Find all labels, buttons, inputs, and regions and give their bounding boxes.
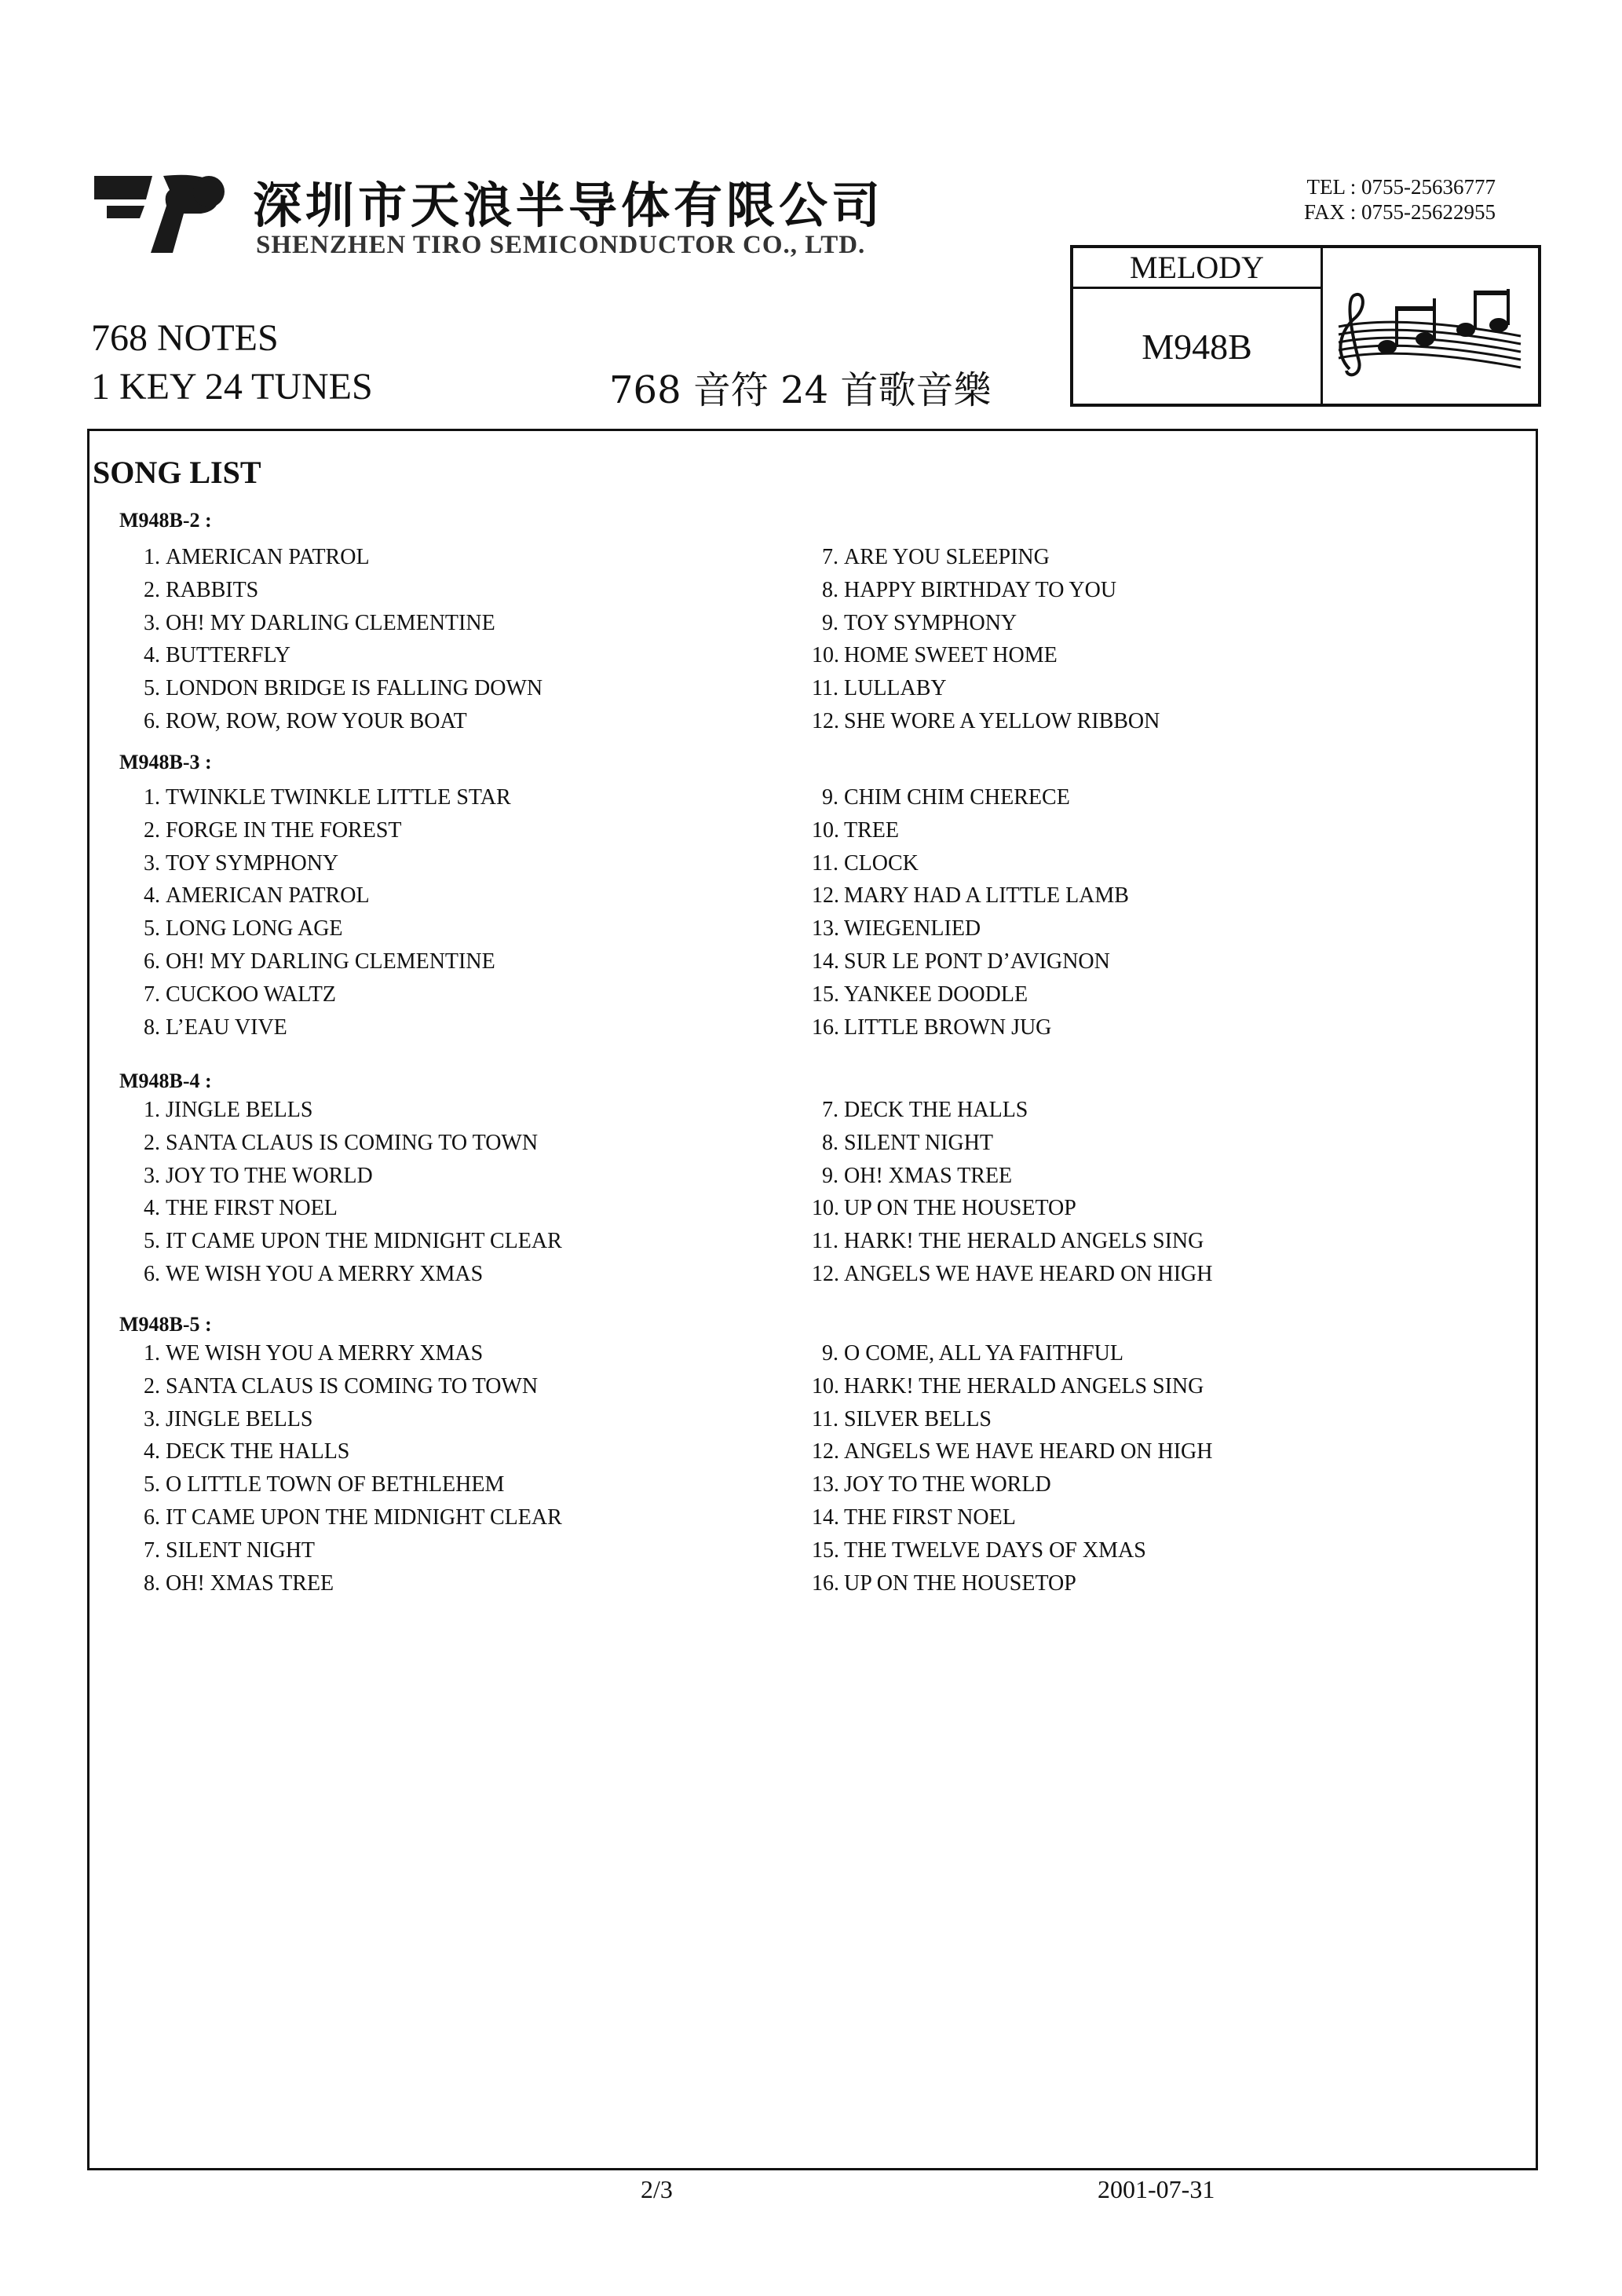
product-category: MELODY — [1073, 248, 1321, 289]
song-number: 3. — [144, 610, 160, 635]
song-title: ANGELS WE HAVE HEARD ON HIGH — [844, 1262, 1213, 1286]
song-number: 15. — [812, 1537, 839, 1563]
song-title: HAPPY BIRTHDAY TO YOU — [844, 577, 1117, 602]
song-title: CHIM CHIM CHERECE — [844, 785, 1070, 810]
song-title: SANTA CLAUS IS COMING TO TOWN — [166, 1373, 539, 1398]
song-title: YANKEE DOODLE — [844, 982, 1028, 1007]
song-item — [133, 883, 370, 909]
product-box — [1070, 245, 1541, 407]
song-item — [812, 1196, 1076, 1221]
song-title: AMERICAN PATROL — [166, 545, 370, 569]
song-number: 9. — [822, 610, 838, 635]
song-item — [133, 1341, 483, 1366]
song-number: 8. — [822, 577, 838, 602]
song-title: BUTTERFLY — [166, 643, 290, 668]
song-item — [133, 785, 511, 810]
song-item — [133, 1131, 538, 1156]
song-item — [133, 545, 370, 570]
song-title: MARY HAD A LITTLE LAMB — [844, 883, 1129, 909]
song-number: 10. — [812, 1373, 839, 1398]
song-title: O COME, ALL YA FAITHFUL — [844, 1341, 1123, 1366]
song-title: TOY SYMPHONY — [166, 850, 339, 876]
song-item — [133, 1374, 538, 1399]
song-title: TOY SYMPHONY — [844, 610, 1017, 635]
song-item — [812, 818, 899, 843]
song-item — [812, 1341, 1123, 1366]
song-title: JINGLE BELLS — [166, 1406, 313, 1431]
song-item — [812, 982, 1028, 1007]
song-item — [133, 1229, 562, 1254]
song-item — [812, 643, 1058, 668]
song-title: TREE — [844, 817, 899, 843]
tel-line: TEL : 0755-25636777 — [1306, 175, 1496, 199]
song-title: ANGELS WE HAVE HEARD ON HIGH — [844, 1439, 1213, 1464]
song-number: 11. — [812, 850, 838, 876]
group-label: M948B-4 : — [119, 1069, 212, 1092]
company-name-cn: 深圳市天浪半导体有限公司 — [253, 177, 885, 234]
song-number: 3. — [144, 1163, 160, 1188]
song-number: 1. — [144, 1341, 160, 1366]
song-item — [812, 676, 947, 701]
song-number: 4. — [144, 883, 160, 909]
song-title: UP ON THE HOUSETOP — [844, 1570, 1076, 1596]
song-title: SHE WORE A YELLOW RIBBON — [844, 709, 1160, 733]
group-label: M948B-5 : — [119, 1313, 212, 1336]
song-number: 1. — [144, 1098, 160, 1122]
song-number: 3. — [144, 850, 160, 876]
song-number: 11. — [812, 1406, 838, 1431]
song-title: SUR LE PONT D’AVIGNON — [844, 949, 1110, 974]
song-title: DECK THE HALLS — [844, 1098, 1028, 1122]
music-notes-icon — [1332, 283, 1538, 385]
song-item — [133, 1571, 334, 1596]
song-item — [812, 851, 919, 876]
song-title: SILENT NIGHT — [166, 1537, 316, 1563]
song-item — [133, 1164, 373, 1189]
song-title: LITTLE BROWN JUG — [844, 1015, 1052, 1040]
song-number: 8. — [144, 1015, 160, 1040]
song-title: HARK! THE HERALD ANGELS SING — [844, 1373, 1204, 1398]
song-number: 9. — [822, 1163, 838, 1188]
song-item — [133, 818, 402, 843]
song-item — [133, 1015, 287, 1040]
company-name-en: SHENZHEN TIRO SEMICONDUCTOR CO., LTD. — [256, 231, 866, 259]
song-title: L’EAU VIVE — [166, 1015, 287, 1040]
song-number: 12. — [812, 1262, 839, 1286]
song-title: JINGLE BELLS — [166, 1098, 313, 1122]
song-number: 7. — [822, 545, 838, 569]
song-title: HARK! THE HERALD ANGELS SING — [844, 1229, 1204, 1254]
song-number: 5. — [144, 676, 160, 701]
song-item — [812, 1505, 1016, 1530]
song-title: CUCKOO WALTZ — [166, 982, 337, 1007]
tunes-line: 1 KEY 24 TUNES — [91, 366, 373, 408]
song-item — [812, 1407, 992, 1432]
song-title: JOY TO THE WORLD — [166, 1163, 373, 1188]
song-item — [133, 1098, 312, 1123]
song-list-heading: SONG LIST — [93, 455, 261, 490]
song-title: RABBITS — [166, 577, 259, 602]
song-number: 2. — [144, 817, 160, 843]
song-title: THE TWELVE DAYS OF XMAS — [844, 1537, 1146, 1563]
fax-line: FAX : 0755-25622955 — [1303, 200, 1496, 224]
song-item — [812, 611, 1017, 636]
song-item — [133, 611, 495, 636]
song-number: 14. — [812, 949, 839, 974]
song-title: THE FIRST NOEL — [844, 1505, 1016, 1530]
song-title: IT CAME UPON THE MIDNIGHT CLEAR — [166, 1505, 562, 1530]
group-label: M948B-2 : — [119, 509, 212, 532]
song-item — [812, 1164, 1012, 1189]
song-number: 16. — [812, 1015, 839, 1040]
song-item — [133, 851, 338, 876]
part-number: M948B — [1142, 327, 1252, 367]
company-logo — [91, 171, 229, 258]
song-item — [812, 1098, 1028, 1123]
song-item — [133, 676, 542, 701]
song-number: 2. — [144, 1130, 160, 1155]
song-number: 12. — [812, 1439, 839, 1464]
song-item — [812, 545, 1050, 570]
song-item — [133, 982, 336, 1007]
song-title: OH! XMAS TREE — [844, 1163, 1013, 1188]
song-title: CLOCK — [844, 850, 919, 876]
song-number: 7. — [144, 1537, 160, 1563]
song-title: OH! MY DARLING CLEMENTINE — [166, 949, 495, 974]
song-item — [812, 578, 1116, 603]
song-item — [812, 949, 1110, 974]
page-number: 2/3 — [641, 2175, 673, 2203]
song-item — [133, 1196, 338, 1221]
song-title: WE WISH YOU A MERRY XMAS — [166, 1262, 484, 1286]
song-title: ROW, ROW, ROW YOUR BOAT — [166, 709, 467, 733]
song-number: 13. — [812, 916, 839, 941]
song-title: OH! MY DARLING CLEMENTINE — [166, 610, 495, 635]
song-title: SANTA CLAUS IS COMING TO TOWN — [166, 1130, 539, 1155]
song-title: TWINKLE TWINKLE LITTLE STAR — [166, 785, 511, 810]
song-item — [133, 949, 495, 974]
song-number: 10. — [812, 1196, 839, 1221]
song-number: 6. — [144, 709, 160, 733]
song-title: LULLABY — [844, 676, 947, 701]
song-number: 14. — [812, 1505, 839, 1530]
song-number: 6. — [144, 1505, 160, 1530]
song-item — [812, 1229, 1204, 1254]
song-number: 16. — [812, 1570, 839, 1596]
song-item — [133, 578, 258, 603]
song-item — [812, 1131, 993, 1156]
song-item — [133, 709, 467, 734]
song-number: 13. — [812, 1472, 839, 1497]
song-number: 1. — [144, 785, 160, 810]
document-date: 2001-07-31 — [1098, 2175, 1215, 2203]
song-number: 9. — [822, 785, 838, 810]
song-item — [133, 1472, 504, 1497]
song-number: 11. — [812, 1229, 838, 1254]
song-item — [812, 1374, 1204, 1399]
song-number: 4. — [144, 1196, 160, 1221]
song-item — [812, 1538, 1146, 1563]
song-item — [812, 916, 981, 941]
song-number: 5. — [144, 1472, 160, 1497]
song-title: AMERICAN PATROL — [166, 883, 370, 909]
song-item — [133, 643, 290, 668]
song-item — [812, 1571, 1076, 1596]
song-title: LONDON BRIDGE IS FALLING DOWN — [166, 676, 543, 701]
song-item — [133, 1407, 312, 1432]
song-title: SILENT NIGHT — [844, 1130, 994, 1155]
song-number: 2. — [144, 577, 160, 602]
song-item — [812, 785, 1070, 810]
song-title: SILVER BELLS — [844, 1406, 992, 1431]
song-item — [133, 1439, 349, 1464]
song-item — [812, 1262, 1213, 1287]
song-number: 12. — [812, 709, 839, 733]
song-item — [133, 916, 343, 941]
product-title-cn: 768 音符 24 首歌音樂 — [609, 368, 992, 412]
song-number: 7. — [822, 1098, 838, 1122]
group-label: M948B-3 : — [119, 751, 212, 773]
song-number: 11. — [812, 676, 838, 701]
song-item — [812, 1015, 1051, 1040]
song-title: ARE YOU SLEEPING — [844, 545, 1050, 569]
notes-line: 768 NOTES — [91, 317, 279, 359]
song-title: THE FIRST NOEL — [166, 1196, 338, 1221]
song-number: 4. — [144, 643, 160, 668]
song-title: WE WISH YOU A MERRY XMAS — [166, 1341, 484, 1366]
song-title: WIEGENLIED — [844, 916, 981, 941]
song-number: 8. — [144, 1570, 160, 1596]
product-title — [91, 314, 373, 411]
song-item — [133, 1505, 562, 1530]
song-number: 2. — [144, 1373, 160, 1398]
song-number: 3. — [144, 1406, 160, 1431]
song-title: FORGE IN THE FOREST — [166, 817, 402, 843]
song-number: 4. — [144, 1439, 160, 1464]
product-id-cell — [1073, 248, 1323, 404]
song-item — [812, 709, 1160, 734]
song-number: 10. — [812, 643, 839, 668]
song-item — [133, 1538, 315, 1563]
song-title: HOME SWEET HOME — [844, 643, 1058, 668]
song-title: IT CAME UPON THE MIDNIGHT CLEAR — [166, 1229, 562, 1254]
song-number: 5. — [144, 1229, 160, 1254]
song-number: 8. — [822, 1130, 838, 1155]
song-title: JOY TO THE WORLD — [844, 1472, 1051, 1497]
song-number: 6. — [144, 949, 160, 974]
song-number: 7. — [144, 982, 160, 1007]
song-item — [133, 1262, 483, 1287]
song-item — [812, 1439, 1213, 1464]
song-number: 6. — [144, 1262, 160, 1286]
song-number: 5. — [144, 916, 160, 941]
song-item — [812, 883, 1129, 909]
song-number: 1. — [144, 545, 160, 569]
song-title: OH! XMAS TREE — [166, 1570, 334, 1596]
song-title: O LITTLE TOWN OF BETHLEHEM — [166, 1472, 505, 1497]
song-number: 9. — [822, 1341, 838, 1366]
song-title: UP ON THE HOUSETOP — [844, 1196, 1076, 1221]
song-number: 10. — [812, 817, 839, 843]
song-number: 15. — [812, 982, 839, 1007]
song-title: DECK THE HALLS — [166, 1439, 350, 1464]
song-number: 12. — [812, 883, 839, 909]
song-title: LONG LONG AGE — [166, 916, 343, 941]
song-item — [812, 1472, 1051, 1497]
contact-block — [1248, 174, 1496, 225]
